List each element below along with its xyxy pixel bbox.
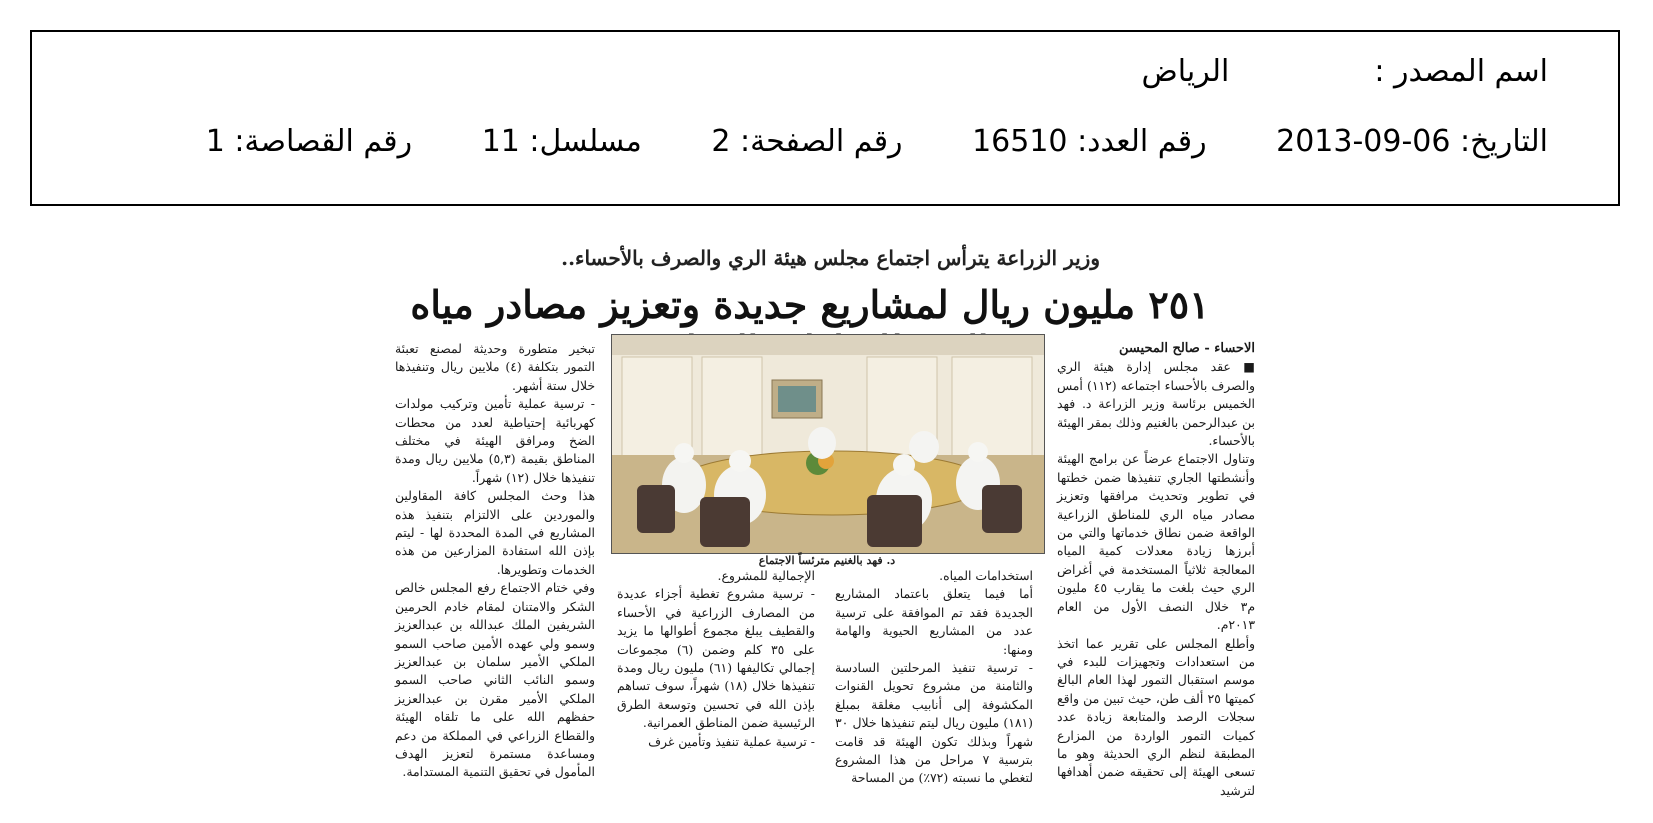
byline: الاحساء - صالح المحيسن	[1119, 341, 1255, 356]
page-label: رقم الصفحة:	[739, 124, 903, 159]
meta-line	[206, 124, 1548, 159]
paragraph: هذا وحث المجلس كافة المقاولين والموردين على الالتزام بتنفيذ هذه المشاريع في المدة المحددة لها - ليتم بإذن الله استفادة المزارعين من هذه الخدمات وتطويرها.	[395, 488, 595, 577]
paragraph: - ترسية عملية تنفيذ وتأمين غرف	[648, 733, 815, 749]
clip-label: رقم القصاصة:	[234, 124, 413, 159]
issue-label: رقم العدد:	[1077, 124, 1207, 159]
source-label: اسم المصدر :	[1374, 54, 1548, 89]
paragraph: - ترسية تنفيذ المرحلتين السادسة والثامنة من مشروع تحويل القنوات المكشوفة إلى أنابيب مغلقة بمبلغ (١٨١) مليون ريال ليتم تنفيذها خلال ٣٠ شهراً وبذلك تكون الهيئة قد قامت بترسية ٧ مراحل من هذا المشروع لتغطي ما نسبته (٧٢٪) من المساحة	[835, 660, 1033, 786]
article-column-2	[835, 567, 1033, 788]
page-value: 2	[711, 124, 731, 159]
article-column-1	[1057, 340, 1255, 800]
serial-value: 11	[481, 124, 520, 159]
newspaper-clipping	[395, 230, 1260, 823]
paragraph: تبخير متطورة وحديثة لمصنع تعبئة التمور بتكلفة (٤) ملايين ريال وتنفيذها خلال ستة أشهر.	[395, 341, 595, 393]
paragraph: ■ عقد مجلس إدارة هيئة الري والصرف بالأحساء اجتماعه (١١٢) أمس الخميس برئاسة وزير الزراعة د. فهد بن عبدالرحمن بالغنيم وذلك بمقر الهيئة بالأحساء.	[1057, 359, 1255, 449]
serial-label: مسلسل:	[529, 124, 642, 159]
paragraph: استخدامات المياه.	[939, 568, 1033, 583]
article-headline: ٢٥١ مليون ريال لمشاريع جديدة وتعزيز مصادر مياه	[410, 282, 1210, 327]
source-line	[1142, 54, 1548, 89]
meeting-photo	[611, 334, 1045, 554]
photo-caption: د. فهد بالغنيم مترئساً الاجتماع	[758, 554, 896, 567]
article-column-3	[617, 567, 815, 751]
article-column-4	[395, 340, 595, 782]
clip-value: 1	[205, 124, 225, 159]
paragraph: - ترسية عملية تأمين وتركيب مولدات كهربائية إحتياطية لعدد من محطات الضخ ومرافق الهيئة في مختلف المناطق بقيمة (٥,٣) ملايين ريال ومدة تنفيذها خلال (١٢) شهراً.	[395, 396, 595, 485]
date-label: التاريخ:	[1460, 124, 1548, 159]
clipping-header	[30, 30, 1620, 206]
meeting-photo-image	[612, 335, 1044, 553]
source-value: الرياض	[1141, 54, 1230, 89]
issue-value: 16510	[972, 124, 1068, 159]
paragraph: وتناول الاجتماع عرضاً عن برامج الهيئة وأنشطتها الجاري تنفيذها ضمن خطتها في تطوير وتحديث مرافقها وتعزيز مصادر مياه الري للمناطق الزراعية الواقعة ضمن نطاق خدماتها والتي من أبرزها زيادة معدلات كمية المياه المعالجة ثلاثياً المستخدمة في أغراض الري حيث بلغت ما يقارب ٤٥ مليون م٣ خلال النصف الأول من العام ٢٠١٣م.	[1057, 451, 1255, 633]
paragraph: وأطلع المجلس على تقرير عما اتخذ من استعدادات وتجهيزات للبدء في موسم استقبال التمور لهذا العام البالغ كميتها ٢٥ ألف طن، حيث تبين من واقع سجلات الرصد والمتابعة زيادة عدد كميات التمور الواردة من المزارع المطبقة لنظم الري الحديثة وهو ما تسعى الهيئة إلى تحقيقه ضمن أهدافها لترشيد	[1057, 635, 1256, 798]
article-kicker: وزير الزراعة يترأس اجتماع مجلس هيئة الري والصرف بالأحساء..	[561, 246, 1100, 270]
paragraph: الإجمالية للمشروع.	[717, 568, 815, 583]
date-value: 2013-09-06	[1276, 124, 1451, 159]
paragraph: أما فيما يتعلق باعتماد المشاريع الجديدة فقد تم الموافقة على ترسية عدد من المشاريع الحيوية والهامة ومنها:	[835, 586, 1033, 657]
paragraph: - ترسية مشروع تغطية أجزاء عديدة من المصارف الزراعية في الأحساء والقطيف يبلغ مجموع أطوالها ما يزيد على ٣٥ كلم وضمن (٦) مجموعات إجمالي تكاليفها (٦١) مليون ريال ومدة تنفيذها خلال (١٨) شهراً، سوف تساهم بإذن الله في تحسين وتوسعة الطرق الرئيسية ضمن المناطق العمرانية.	[617, 586, 815, 731]
paragraph: وفي ختام الاجتماع رفع المجلس خالص الشكر والامتنان لمقام خادم الحرمين الشريفين الملك عبدالله بن عبدالعزيز وسمو ولي عهده الأمين صاحب السمو الملكي الأمير سلمان بن عبدالعزيز وسمو النائب الثاني صاحب السمو الملكي الأمير مقرن بن عبدالعزيز حفظهم الله على ما تلقاه الهيئة والقطاع الزراعي في المملكة من دعم ومساعدة مستمرة لتعزيز الهدف المأمول في تحقيق التنمية المستدامة.	[395, 580, 595, 780]
